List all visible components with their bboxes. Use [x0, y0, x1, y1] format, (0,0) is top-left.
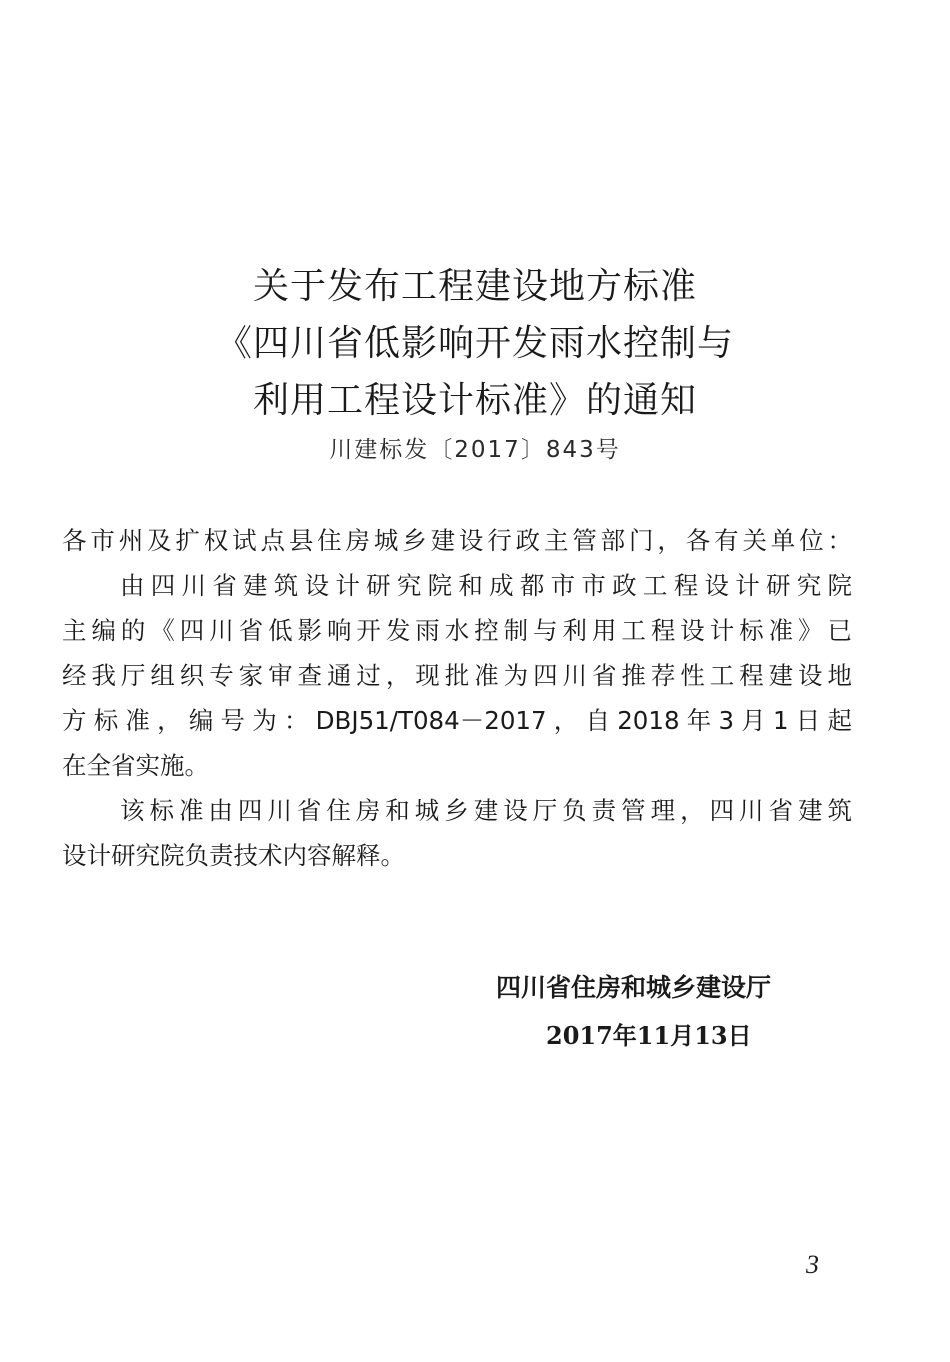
- title-line-3: 利用工程设计标准》的通知: [252, 380, 697, 421]
- notice-body: [62, 518, 852, 878]
- notice-title: [0, 258, 950, 467]
- body-paragraph-2-line-1: 该标准由四川省住房和城乡建设厅负责管理，四川省建筑: [120, 796, 852, 825]
- body-paragraph-1-line-3: 经我厅组织专家审查通过，现批准为四川省推荐性工程建设地: [62, 661, 852, 690]
- issuing-organization: 四川省住房和城乡建设厅: [496, 973, 772, 1002]
- document-number: 川建标发〔2017〕843号: [329, 437, 621, 463]
- body-paragraph-1-line-1: 由四川省建筑设计研究院和成都市市政工程设计研究院: [120, 571, 852, 600]
- body-paragraph-1-line-5: 在全省实施。: [62, 751, 209, 780]
- body-salutation: 各市州及扩权试点县住房城乡建设行政主管部门，各有关单位：: [62, 526, 852, 555]
- title-line-1: 关于发布工程建设地方标准: [252, 266, 697, 307]
- page-number: 3: [806, 1250, 819, 1279]
- body-paragraph-1-line-2: 主编的《四川省低影响开发雨水控制与利用工程设计标准》已: [62, 616, 852, 645]
- issue-date: 2017年11月13日: [546, 1021, 752, 1050]
- body-paragraph-1-line-4: 方标准，编号为：DBJ51/T084－2017，自2018年3月1日起: [62, 706, 852, 735]
- title-line-2: 《四川省低影响开发雨水控制与: [215, 323, 734, 364]
- signature-block: [496, 968, 826, 1056]
- body-paragraph-2-line-2: 设计研究院负责技术内容解释。: [62, 841, 405, 870]
